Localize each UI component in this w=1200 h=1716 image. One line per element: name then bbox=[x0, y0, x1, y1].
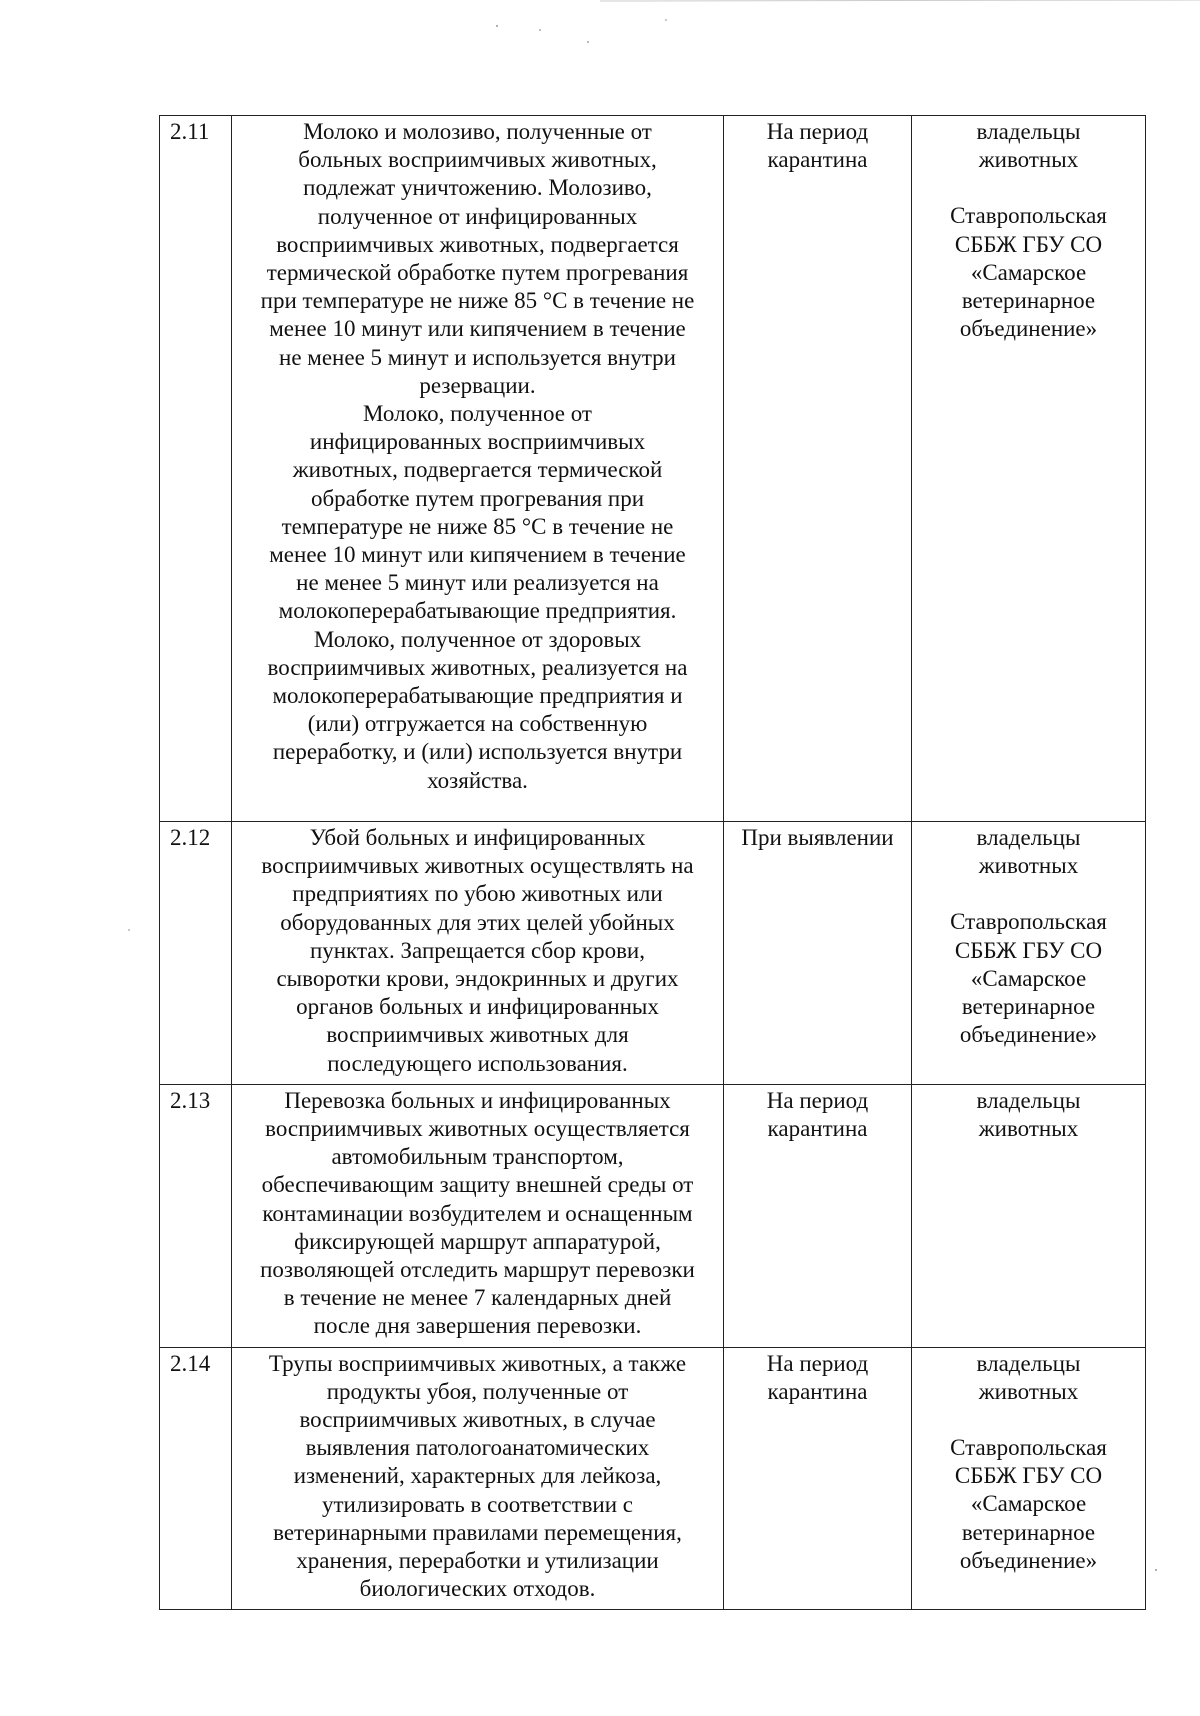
description-paragraph: Молоко, полученное от здоровых восприимчивых животных, реализуется на молокоперерабатывающие предприятия и (или) отгружается на собственную переработку, и (или) используется внутри хозяйства. bbox=[267, 626, 688, 793]
description-paragraph: Трупы восприимчивых животных, а также продукты убоя, полученные от восприимчивых животных, в случае выявления патологоанатомических изменений, характерных для лейкоза, утилизировать в соответствии с ветеринарными правилами перемещения, хранения, переработки и утилизации биологических отходов. bbox=[268, 1350, 687, 1602]
deadline-cell: На период карантина bbox=[724, 1347, 912, 1610]
description-paragraph: Убой больных и инфицированных восприимчивых животных осуществлять на предприятиях по убою животных или оборудованных для этих целей убойных пунктах. Запрещается сбор крови, сыворотки крови, эндокринных и других органов больных и инфицированных восприимчивых животных для последующего использования. bbox=[261, 825, 694, 1076]
item-number: 2.14 bbox=[160, 1347, 232, 1610]
measure-description bbox=[232, 822, 724, 1085]
table-row bbox=[160, 1347, 1146, 1610]
table-row bbox=[160, 116, 1146, 822]
description-paragraph: Молоко, полученное от инфицированных восприимчивых животных, подвергается термической обработке путем прогревания при температуре не ниже 85 °С в течение не менее 10 минут или кипячением в течение не менее 5 минут или реализуется на молокоперерабатывающие предприятия. bbox=[269, 401, 686, 624]
responsible-cell bbox=[912, 822, 1146, 1085]
description-paragraph: Перевозка больных и инфицированных восприимчивых животных осуществляется автомобильным транспортом, обеспечивающим защиту внешней среды от контаминации возбудителем и оснащенным фиксирующей маршрут аппаратурой, позволяющей отследить маршрут перевозки в течение не менее 7 календарных дней после дня завершения перевозки. bbox=[260, 1087, 695, 1339]
measures-table bbox=[159, 115, 1146, 1610]
responsible-cell bbox=[912, 1084, 1146, 1347]
measure-description bbox=[232, 1347, 724, 1610]
measure-description bbox=[232, 116, 724, 822]
item-number: 2.12 bbox=[160, 822, 232, 1085]
responsible-cell bbox=[912, 116, 1146, 822]
spacer bbox=[918, 174, 1139, 202]
spacer bbox=[918, 880, 1139, 908]
table-row bbox=[160, 1084, 1146, 1347]
measure-description bbox=[232, 1084, 724, 1347]
responsible-owners: владельцы животных bbox=[976, 1350, 1081, 1404]
responsible-vet-station: Ставропольская СББЖ ГБУ СО «Самарское ветеринарное объединение» bbox=[950, 203, 1107, 342]
item-number: 2.13 bbox=[160, 1084, 232, 1347]
spacer bbox=[918, 1406, 1139, 1434]
deadline-cell: На период карантина bbox=[724, 116, 912, 822]
responsible-cell bbox=[912, 1347, 1146, 1610]
table-row bbox=[160, 822, 1146, 1085]
responsible-owners: владельцы животных bbox=[976, 1087, 1081, 1142]
responsible-vet-station: Ставропольская СББЖ ГБУ СО «Самарское ветеринарное объединение» bbox=[950, 909, 1107, 1048]
item-number: 2.11 bbox=[160, 116, 232, 822]
deadline-cell: На период карантина bbox=[724, 1084, 912, 1347]
responsible-vet-station: Ставропольская СББЖ ГБУ СО «Самарское ветеринарное объединение» bbox=[950, 1435, 1107, 1573]
responsible-owners: владельцы животных bbox=[976, 825, 1081, 879]
responsible-owners: владельцы животных bbox=[976, 119, 1081, 173]
deadline-cell: При выявлении bbox=[724, 822, 912, 1085]
description-paragraph: Молоко и молозиво, полученные от больных восприимчивых животных, подлежат уничтожению. Молозиво, полученное от инфицированных восприимчивых животных, подвергается термической обработке путем прогревания при температуре не ниже 85 °С в течение не менее 10 минут или кипячением в течение не менее 5 минут и используется внутри резервации. bbox=[260, 119, 695, 398]
